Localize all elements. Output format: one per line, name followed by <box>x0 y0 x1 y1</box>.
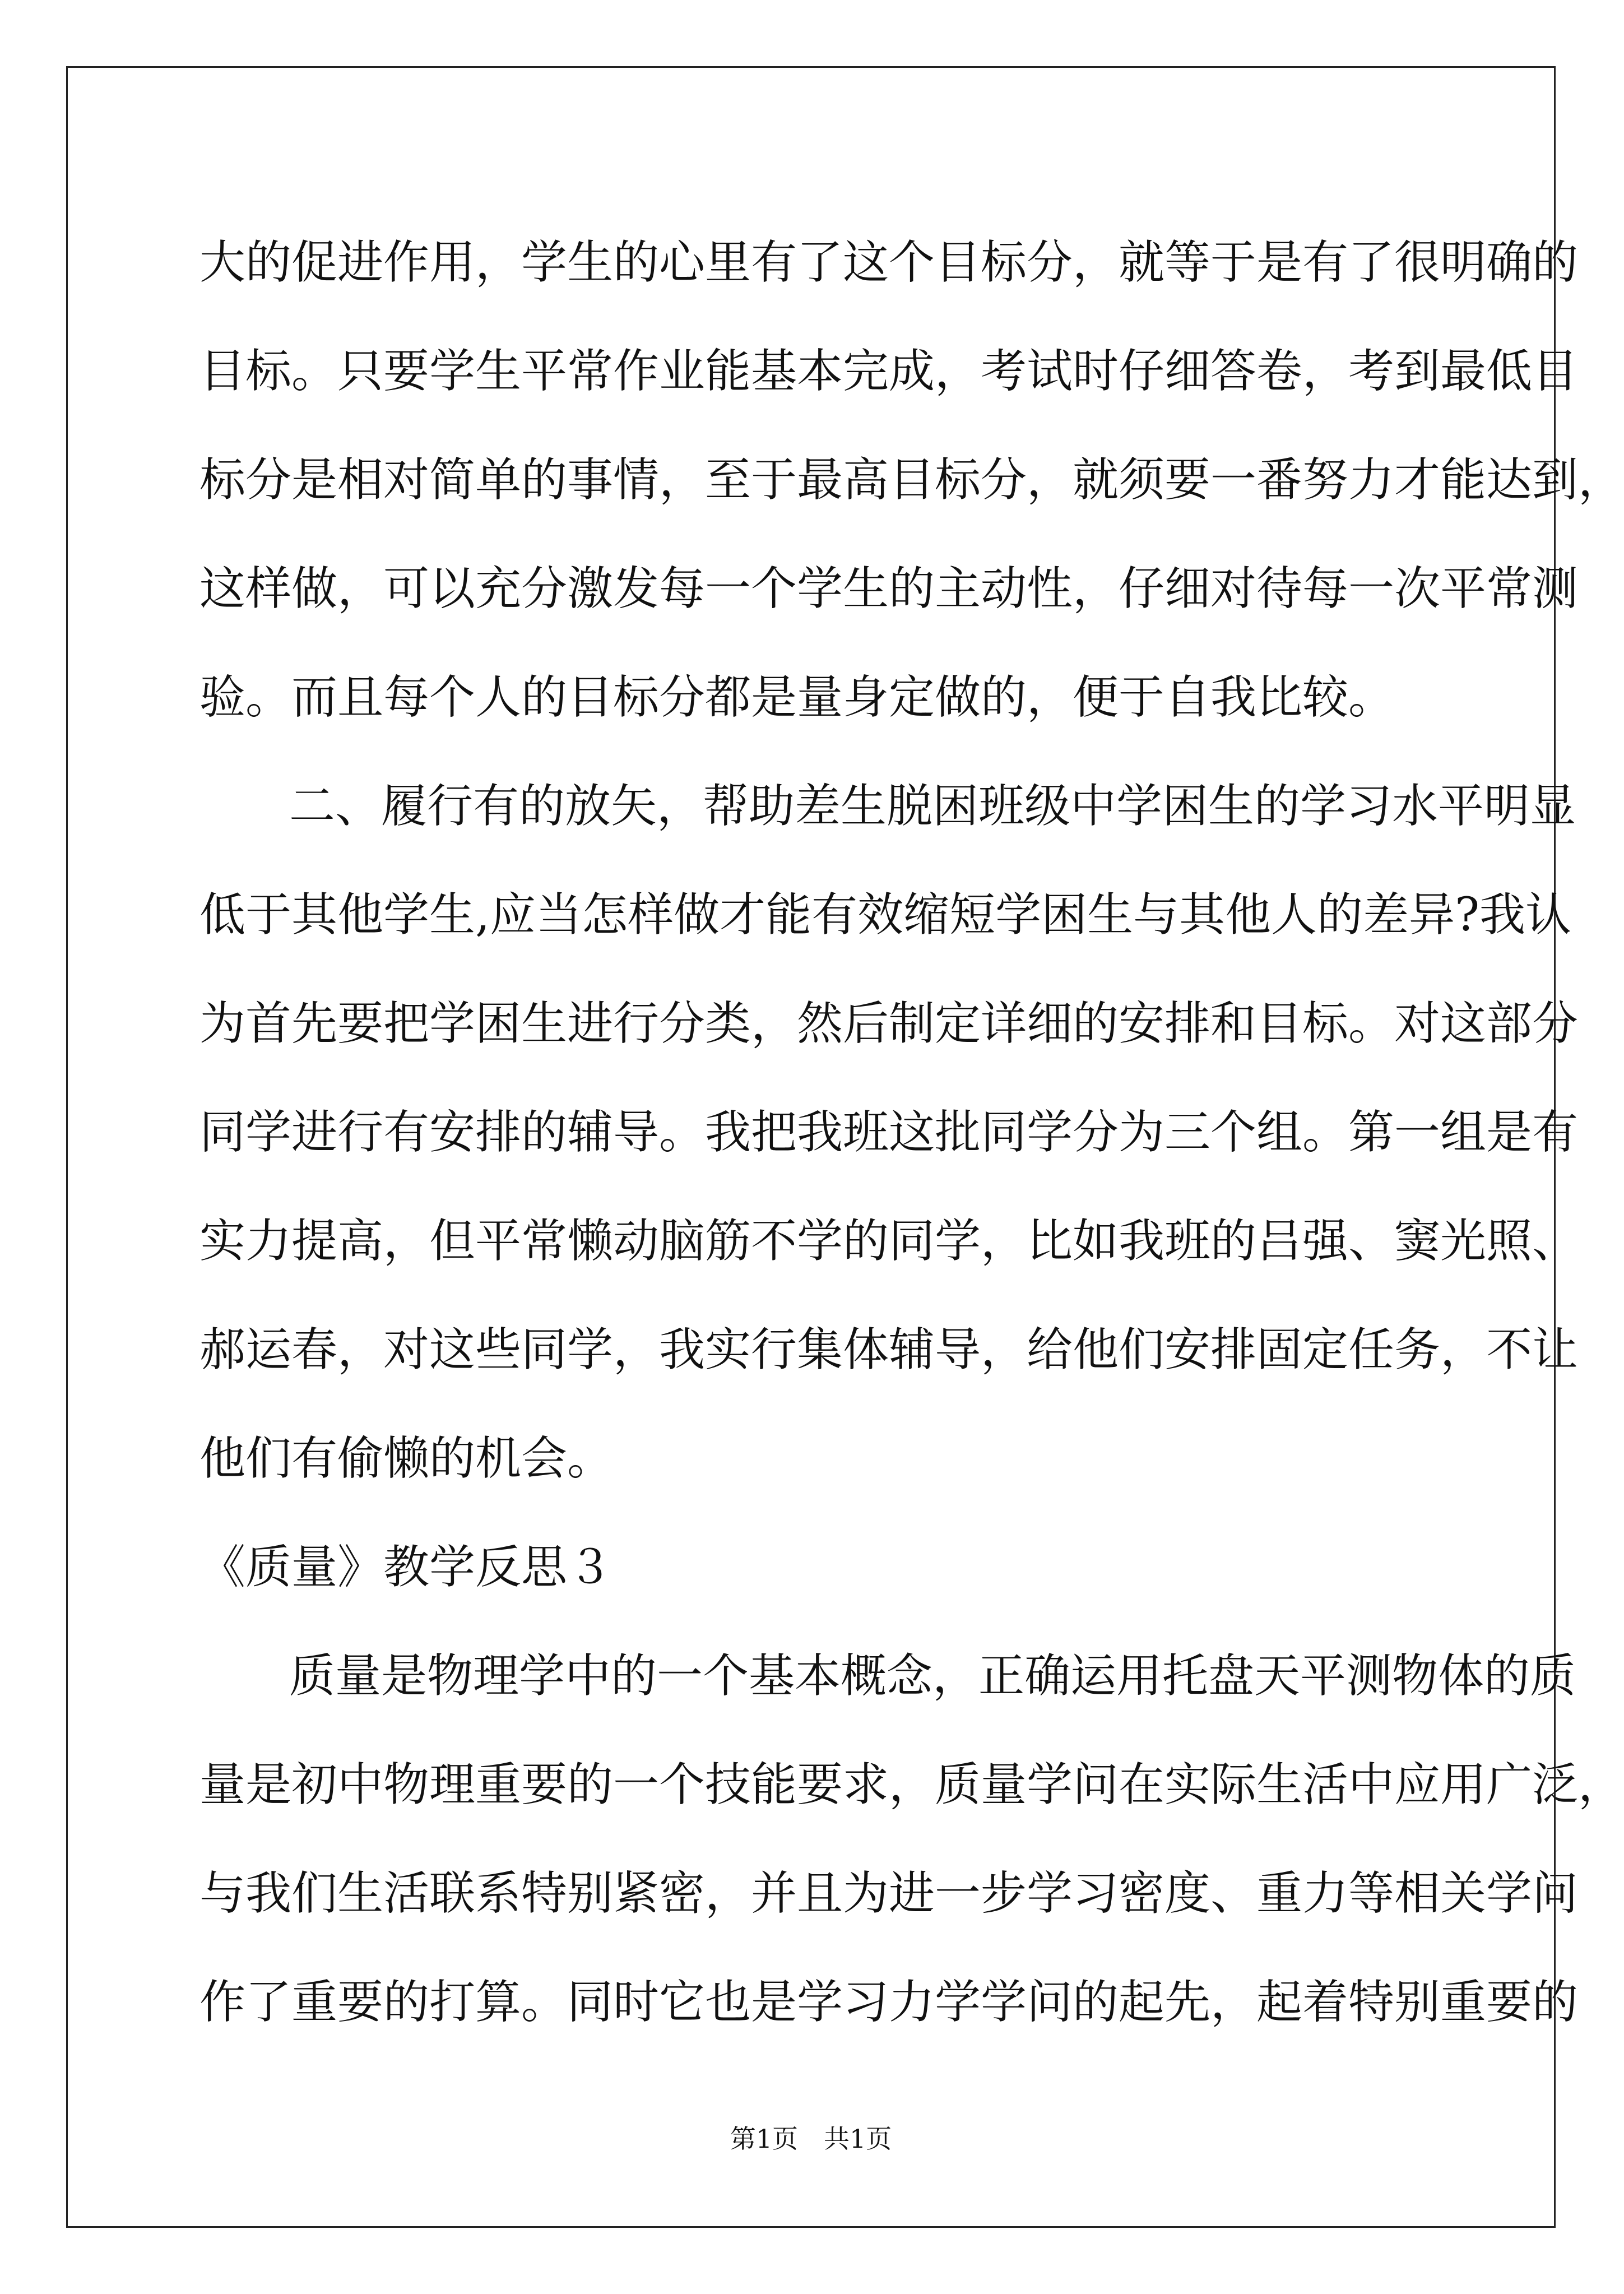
paragraph-line: 他们有偷懒的机会。 <box>199 1432 614 1485</box>
paragraph-line: 质量是物理学中的一个基本概念，正确运用托盘天平测物体的质 <box>289 1649 1576 1703</box>
paragraph-line: 作了重要的打算。同时它也是学习力学学问的起先，起着特别重要的 <box>199 1976 1579 2029</box>
paragraph-line: 实力提高，但平常懒动脑筋不学的同学，比如我班的吕强、窦光照、 <box>199 1215 1579 1268</box>
paragraph-line: 量是初中物理重要的一个技能要求，质量学问在实际生活中应用广泛， <box>199 1758 1624 1811</box>
paragraph-line: 大的促进作用，学生的心里有了这个目标分，就等于是有了很明确的 <box>199 236 1579 289</box>
paragraph-line: 与我们生活联系特别紧密，并且为进一步学习密度、重力等相关学问 <box>199 1867 1579 1920</box>
paragraph-line: 标分是相对简单的事情，至于最高目标分，就须要一番努力才能达到， <box>199 453 1624 507</box>
paragraph-line: 这样做，可以充分激发每一个学生的主动性，仔细对待每一次平常测 <box>199 562 1579 615</box>
paragraph-line: 低于其他学生,应当怎样做才能有效缩短学困生与其他人的差异?我认 <box>199 888 1572 942</box>
document-body <box>199 208 1624 2057</box>
paragraph-line: 为首先要把学困生进行分类，然后制定详细的安排和目标。对这部分 <box>199 997 1579 1050</box>
paragraph-line: 二、履行有的放矢，帮助差生脱困班级中学困生的学习水平明显 <box>289 780 1576 833</box>
paragraph-line: 郝运春，对这些同学，我实行集体辅导，给他们安排固定任务，不让 <box>199 1323 1579 1377</box>
paragraph-line: 验。而且每个人的目标分都是量身定做的，便于自我比较。 <box>199 671 1395 724</box>
page-number-footer: 第1页 共1页 <box>730 2124 892 2154</box>
section-heading: 《质量》教学反思３ <box>199 1541 614 1594</box>
paragraph-line: 目标。只要学生平常作业能基本完成，考试时仔细答卷，考到最低目 <box>199 345 1579 398</box>
paragraph-line: 同学进行有安排的辅导。我把我班这批同学分为三个组。第一组是有 <box>199 1106 1579 1159</box>
